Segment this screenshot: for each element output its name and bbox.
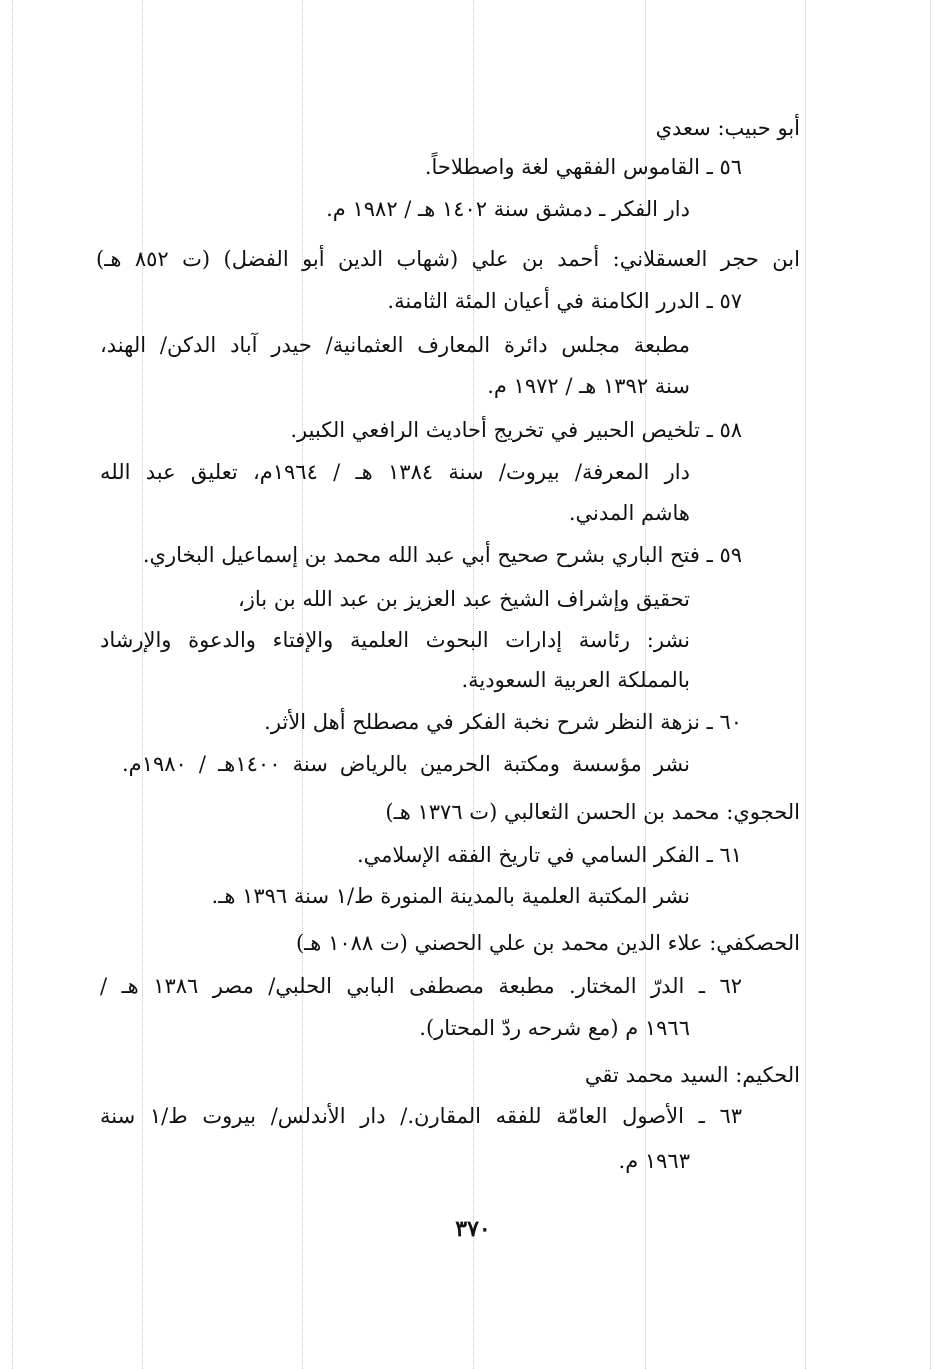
bibliography-item-details: بالمملكة العربية السعودية.	[461, 668, 690, 692]
scan-guide-line	[302, 0, 303, 1369]
author-name: الحجوي: محمد بن الحسن الثعالبي (ت ١٣٧٦ هـ)	[385, 800, 800, 824]
bibliography-item-title: ٦٠ ـ نزهة النظر شرح نخبة الفكر في مصطلح أهل الأثر.	[264, 710, 742, 734]
bibliography-item-details: هاشم المدني.	[568, 501, 690, 525]
bibliography-item-details: ١٩٦٣ م.	[618, 1149, 690, 1173]
bibliography-item-details: دار الفكر ـ دمشق سنة ١٤٠٢ هـ / ١٩٨٢ م.	[326, 197, 690, 221]
bibliography-item-title: ٦١ ـ الفكر السامي في تاريخ الفقه الإسلامي.	[356, 843, 742, 867]
scan-guide-line	[12, 0, 13, 1369]
author-name: ابن حجر العسقلاني: أحمد بن علي (شهاب الدين أبو الفضل) (ت ٨٥٢ هـ)	[96, 247, 800, 271]
bibliography-item-details: دار المعرفة/ بيروت/ سنة ١٣٨٤ هـ / ١٩٦٤م، تعليق عبد الله	[100, 460, 690, 484]
bibliography-item-details: نشر: رئاسة إدارات البحوث العلمية والإفتاء والدعوة والإرشاد	[100, 628, 690, 652]
scan-guide-line	[805, 0, 806, 1369]
page-number: ٣٧٠	[455, 1216, 491, 1242]
bibliography-item-title: ٥٨ ـ تلخيص الحبير في تخريج أحاديث الرافعي الكبير.	[290, 418, 742, 442]
bibliography-item-title: ٥٦ ـ القاموس الفقهي لغة واصطلاحاً.	[424, 155, 742, 179]
author-name: الحصكفي: علاء الدين محمد بن علي الحصني (ت ١٠٨٨ هـ)	[295, 931, 800, 955]
author-name: أبو حبيب: سعدي	[655, 116, 800, 140]
author-name: الحكيم: السيد محمد تقي	[584, 1063, 800, 1087]
bibliography-item-title: ٦٢ ـ الدرّ المختار. مطبعة مصطفى البابي الحلبي/ مصر ١٣٨٦ هـ /	[100, 974, 742, 998]
bibliography-item-details: مطبعة مجلس دائرة المعارف العثمانية/ حيدر آباد الدكن/ الهند،	[100, 333, 690, 357]
bibliography-item-details: نشر مؤسسة ومكتبة الحرمين بالرياض سنة ١٤٠٠هـ / ١٩٨٠م.	[122, 752, 690, 776]
scan-guide-line	[930, 0, 931, 1369]
bibliography-item-title: ٥٧ ـ الدرر الكامنة في أعيان المئة الثامنة.	[387, 289, 742, 313]
bibliography-item-details: تحقيق وإشراف الشيخ عبد العزيز بن عبد الله بن باز،	[237, 587, 690, 611]
bibliography-item-title: ٦٣ ـ الأصول العامّة للفقه المقارن./ دار الأندلس/ بيروت ط/١ سنة	[100, 1104, 742, 1128]
bibliography-item-title: ٥٩ ـ فتح الباري بشرح صحيح أبي عبد الله محمد بن إسماعيل البخاري.	[142, 543, 742, 567]
bibliography-item-details: سنة ١٣٩٢ هـ / ١٩٧٢ م.	[487, 374, 690, 398]
bibliography-item-details: ١٩٦٦ م (مع شرحه ردّ المحتار).	[419, 1016, 690, 1040]
bibliography-item-details: نشر المكتبة العلمية بالمدينة المنورة ط/١ سنة ١٣٩٦ هـ.	[211, 884, 690, 908]
scan-guide-line	[142, 0, 143, 1369]
